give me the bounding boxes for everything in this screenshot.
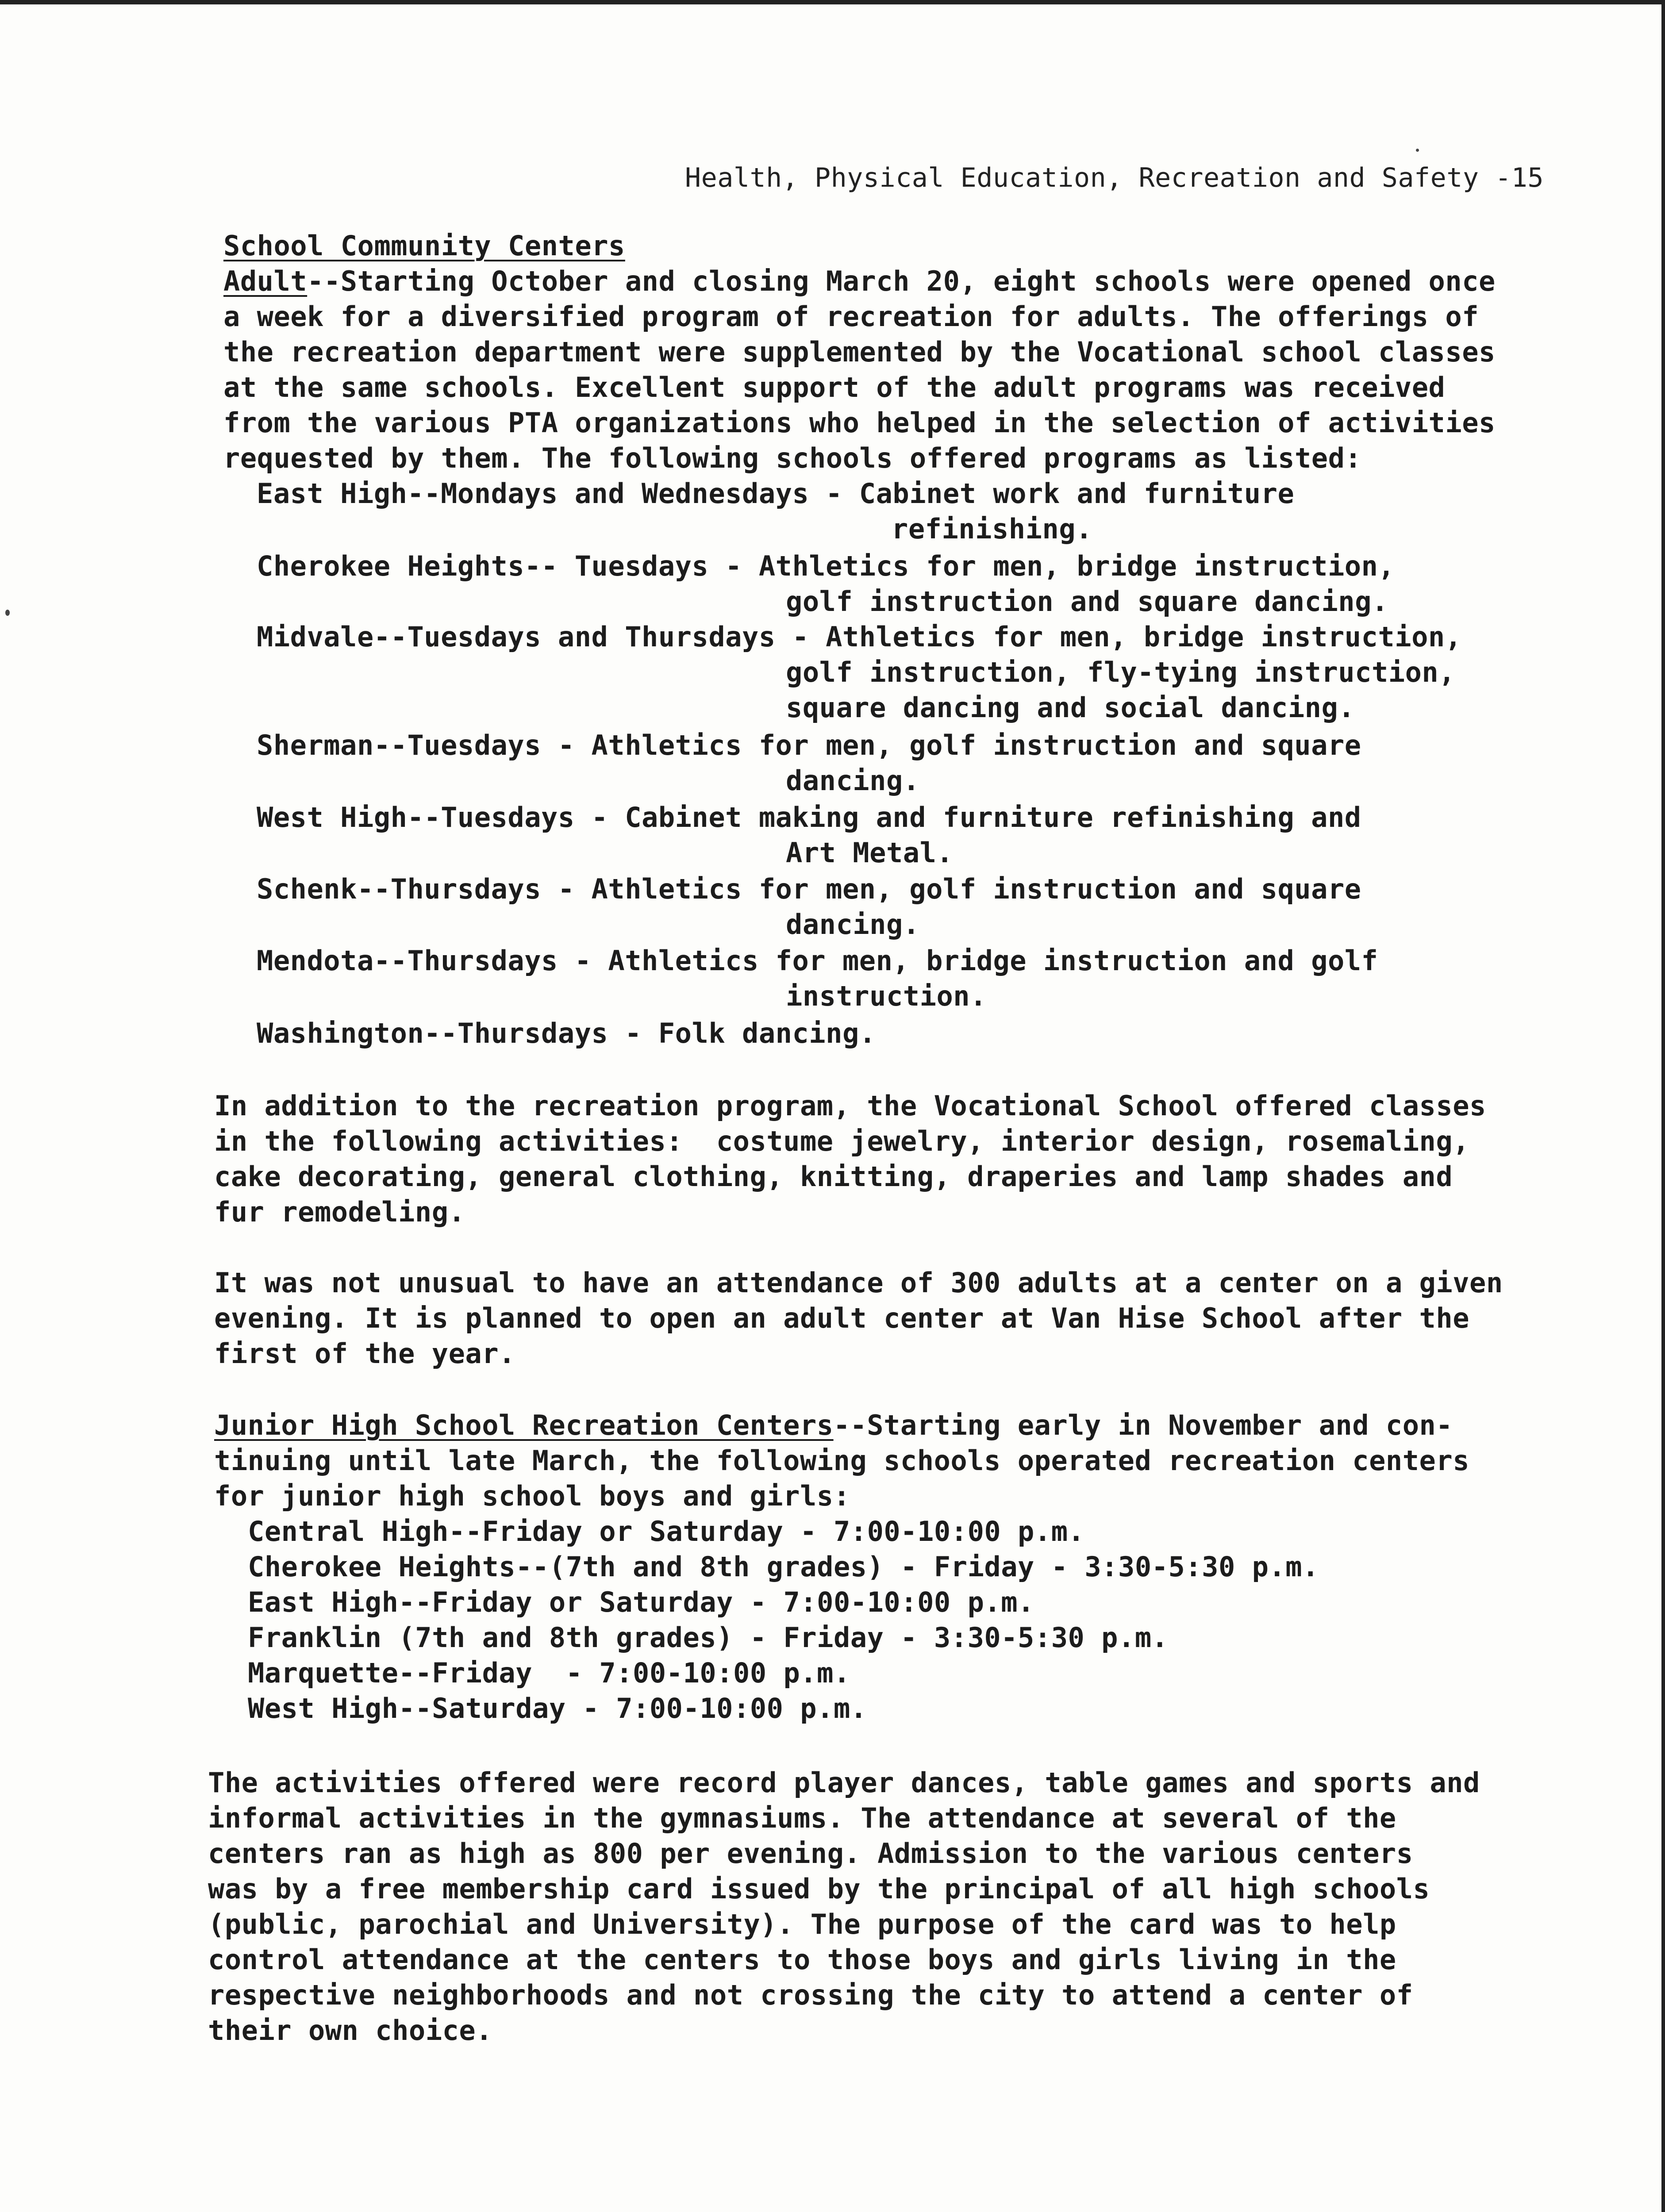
school-entry: West High--Tuesdays - Cabinet making and furniture refinishing and	[257, 801, 1361, 833]
paragraph-line: Junior High School Recreation Centers--Starting early in November and con-	[214, 1409, 1453, 1441]
school-entry: East High--Mondays and Wednesdays - Cabinet work and furniture	[257, 477, 1295, 510]
section-heading-community-centers: School Community Centers	[223, 230, 625, 262]
paragraph-line: the recreation department were supplemented by the Vocational school classes	[223, 336, 1496, 368]
junior-school-entry: Marquette--Friday - 7:00-10:00 p.m.	[248, 1657, 850, 1689]
adult-label: Adult	[223, 265, 308, 297]
paragraph-line: control attendance at the centers to those boys and girls living in the	[208, 1943, 1396, 1976]
school-entry: Midvale--Tuesdays and Thursdays - Athletics for men, bridge instruction,	[257, 621, 1462, 653]
junior-school-entry: Cherokee Heights--(7th and 8th grades) - Friday - 3:30-5:30 p.m.	[248, 1551, 1319, 1583]
school-entry: Sherman--Tuesdays - Athletics for men, golf instruction and square	[257, 729, 1361, 761]
junior-school-entry: Central High--Friday or Saturday - 7:00-10:00 p.m.	[248, 1515, 1085, 1548]
scan-speck	[5, 610, 10, 616]
paragraph-line: cake decorating, general clothing, knitting, draperies and lamp shades and	[214, 1160, 1453, 1193]
scan-edge-top	[0, 0, 1665, 4]
school-entry-continued: instruction.	[786, 980, 987, 1012]
paragraph-line: evening. It is planned to open an adult center at Van Hise School after the	[214, 1302, 1470, 1334]
paragraph-line: It was not unusual to have an attendance of 300 adults at a center on a given	[214, 1267, 1503, 1299]
paragraph-line: a week for a diversified program of recreation for adults. The offerings of	[223, 300, 1479, 333]
school-entry-continued: refinishing.	[892, 513, 1092, 545]
paragraph-line: first of the year.	[214, 1337, 515, 1370]
paragraph-line: informal activities in the gymnasiums. The attendance at several of the	[208, 1802, 1396, 1834]
paragraph-line: their own choice.	[208, 2014, 493, 2047]
school-entry-continued: dancing.	[786, 764, 920, 797]
paragraph-line: The activities offered were record player dances, table games and sports and	[208, 1767, 1480, 1799]
scan-edge-right	[1661, 0, 1665, 2212]
junior-school-entry: East High--Friday or Saturday - 7:00-10:00 p.m.	[248, 1586, 1034, 1618]
school-entry: Cherokee Heights-- Tuesdays - Athletics for men, bridge instruction,	[257, 550, 1395, 582]
school-entry-continued: golf instruction and square dancing.	[786, 585, 1388, 618]
school-entry: Mendota--Thursdays - Athletics for men, bridge instruction and golf	[257, 945, 1378, 977]
paragraph-line: from the various PTA organizations who helped in the selection of activities	[223, 407, 1496, 439]
junior-school-entry: West High--Saturday - 7:00-10:00 p.m.	[248, 1692, 867, 1724]
paragraph-line: fur remodeling.	[214, 1196, 465, 1228]
school-entry: Washington--Thursdays - Folk dancing.	[257, 1017, 876, 1049]
paragraph-line: was by a free membership card issued by the principal of all high schools	[208, 1873, 1430, 1905]
paragraph-line: in the following activities: costume jewelry, interior design, rosemaling,	[214, 1125, 1470, 1157]
paragraph-line: at the same schools. Excellent support of the adult programs was received	[223, 371, 1446, 403]
junior-school-entry: Franklin (7th and 8th grades) - Friday - 3:30-5:30 p.m.	[248, 1621, 1169, 1654]
paragraph-line: (public, parochial and University). The purpose of the card was to help	[208, 1908, 1396, 1940]
paragraph-line: for junior high school boys and girls:	[214, 1480, 850, 1512]
paragraph-line: Adult--Starting October and closing March 20, eight schools were opened once	[223, 265, 1496, 297]
school-entry-continued: square dancing and social dancing.	[786, 691, 1355, 724]
paragraph-line: centers ran as high as 800 per evening. Admission to the various centers	[208, 1837, 1413, 1870]
paragraph-line: tinuing until late March, the following schools operated recreation centers	[214, 1444, 1470, 1477]
paragraph-line: requested by them. The following schools offered programs as listed:	[223, 442, 1362, 474]
scan-speck	[1416, 149, 1419, 152]
paragraph-line: respective neighborhoods and not crossing the city to attend a center of	[208, 1979, 1413, 2011]
paragraph-line: In addition to the recreation program, the Vocational School offered classes	[214, 1090, 1486, 1122]
running-header: Health, Physical Education, Recreation and Safety -15	[685, 162, 1544, 193]
school-entry: Schenk--Thursdays - Athletics for men, golf instruction and square	[257, 873, 1361, 905]
school-entry-continued: Art Metal.	[786, 837, 954, 869]
school-entry-continued: dancing.	[786, 908, 920, 941]
section-heading-junior-high: Junior High School Recreation Centers	[214, 1409, 834, 1441]
school-entry-continued: golf instruction, fly-tying instruction,	[786, 656, 1456, 688]
